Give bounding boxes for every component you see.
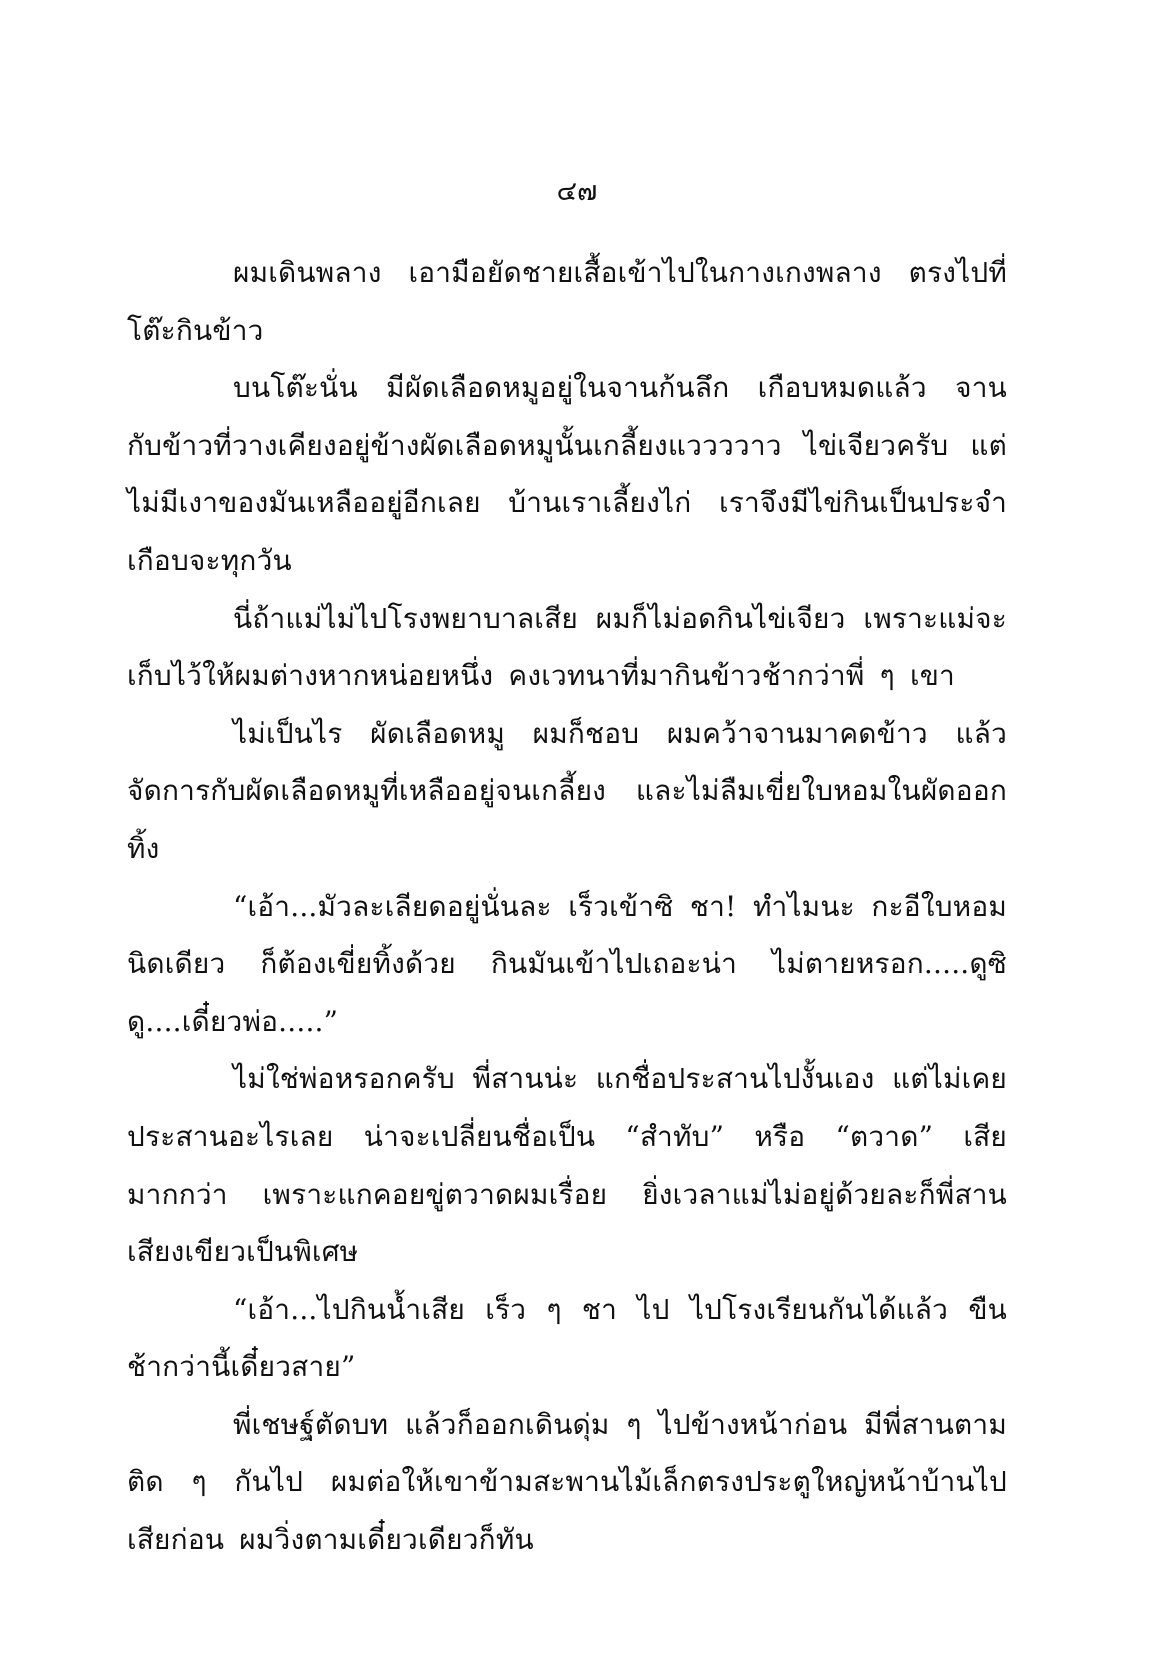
- page-number: ๔๗: [556, 176, 598, 207]
- paragraph: บนโต๊ะนั่น มีผัดเลือดหมูอยู่ในจานก้นลึก เกือบหมดแล้ว จานกับข้าวที่วางเคียงอยู่ข้างผัดเลือดหมูนั้นเกลี้ยงแววววาว ไข่เจียวครับ แต่ไม่มีเงาของมันเหลืออยู่อีกเลย บ้านเราเลี้ยงไก่ เราจึงมีไข่กินเป็นประจำเกือบจะทุกวัน: [127, 371, 1007, 577]
- paragraph: ผมเดินพลาง เอามือยัดชายเสื้อเข้าไปในกางเกงพลาง ตรงไปที่โต๊ะกินข้าว: [127, 256, 1007, 347]
- body-text: [127, 244, 1007, 1569]
- paragraph: ไม่เป็นไร ผัดเลือดหมู ผมก็ชอบ ผมคว้าจานมาคดข้าว แล้วจัดการกับผัดเลือดหมูที่เหลืออยู่จนเกลี้ยง และไม่ลืมเขี่ยใบหอมในผัดออกทิ้ง: [127, 716, 1007, 865]
- paragraph: “เอ้า...ไปกินน้ำเสีย เร็ว ๆ ชา ไป ไปโรงเรียนกันได้แล้ว ขืนช้ากว่านี้เดี๋ยวสาย”: [127, 1292, 1007, 1384]
- paragraph: ไม่ใช่พ่อหรอกครับ พี่สานน่ะ แกชื่อประสานไปงั้นเอง แต่ไม่เคยประสานอะไรเลย น่าจะเปลี่ยนชื่อเป็น “สำทับ” หรือ “ตวาด” เสียมากกว่า เพราะแกคอยขู่ตวาดผมเรื่อย ยิ่งเวลาแม่ไม่อยู่ด้วยละก็พี่สานเสียงเขียวเป็นพิเศษ: [127, 1062, 1007, 1269]
- paragraph: พี่เชษฐ์ตัดบท แล้วก็ออกเดินดุ่ม ๆ ไปข้างหน้าก่อน มีพี่สานตามติด ๆ กันไป ผมต่อให้เขาข้ามสะพานไม้เล็กตรงประตูใหญ่หน้าบ้านไปเสียก่อน ผมวิ่งตามเดี๋ยวเดียวก็ทัน: [127, 1407, 1007, 1557]
- paragraph: นี่ถ้าแม่ไม่ไปโรงพยาบาลเสีย ผมก็ไม่อดกินไข่เจียว เพราะแม่จะเก็บไว้ให้ผมต่างหากหน่อยหนึ่ง คงเวทนาที่มากินข้าวช้ากว่าพี่ ๆ เขา: [127, 601, 1007, 693]
- paragraph: “เอ้า...มัวละเลียดอยู่นั่นละ เร็วเข้าซิ ชา! ทำไมนะ กะอีใบหอมนิดเดียว ก็ต้องเขี่ยทิ้งด้วย กินมันเข้าไปเถอะน่า ไม่ตายหรอก.....ดูซิดู....เดี๋ยวพ่อ.....”: [127, 889, 1007, 1038]
